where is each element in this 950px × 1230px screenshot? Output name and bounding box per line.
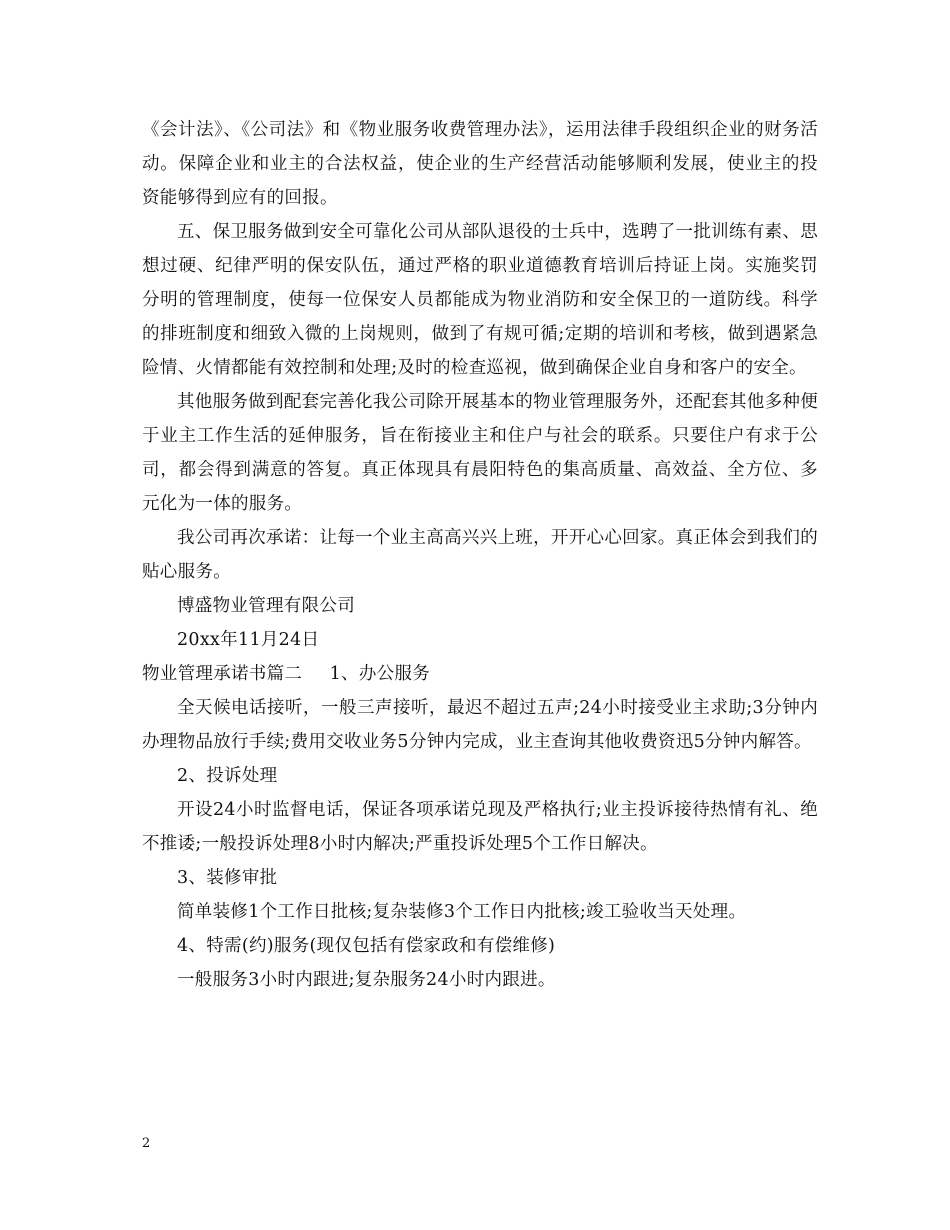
section-heading-office-service: 物业管理承诺书篇二 1、办公服务: [142, 664, 431, 684]
paragraph-security-service: 五、保卫服务做到安全可靠化公司从部队退役的士兵中，选聘了一批训练有素、思想过硬、纪律严明的保安队伍，通过严格的职业道德教育培训后持证上岗。实施奖罚分明的管理制度，使每一位保安人员都能成为物业消防和安全保卫的一道防线。科学的排班制度和细致入微的上岗规则，做到了有规可循;定期的培训和考核，做到遇紧急险情、火情都能有效控制和处理;及时的检查巡视，做到确保企业自身和客户的安全。: [142, 222, 818, 378]
paragraph-office-service: 全天候电话接听，一般三声接听，最迟不超过五声;24小时接受业主求助;3分钟内办理物品放行手续;费用交收业务5分钟内完成，业主查询其他收费资迅5分钟内解答。: [142, 698, 818, 752]
document-body: [142, 113, 818, 997]
section-heading-special-service: 4、特需(约)服务(现仅包括有偿家政和有偿维修): [177, 936, 556, 956]
paragraph-special-service: 一般服务3小时内跟进;复杂服务24小时内跟进。: [177, 970, 556, 990]
paragraph-other-services: 其他服务做到配套完善化我公司除开展基本的物业管理服务外，还配套其他多种便于业主工作生活的延伸服务，旨在衔接业主和住户与社会的联系。只要住户有求于公司，都会得到满意的答复。真正体现具有晨阳特色的集高质量、高效益、全方位、多元化为一体的服务。: [142, 392, 818, 514]
page-number: 2: [142, 1136, 151, 1151]
company-signature: 博盛物业管理有限公司: [177, 596, 355, 616]
section-heading-renovation: 3、装修审批: [177, 868, 278, 888]
paragraph-complaints: 开设24小时监督电话，保证各项承诺兑现及严格执行;业主投诉接待热情有礼、绝不推诿;一般投诉处理8小时内解决;严重投诉处理5个工作日解决。: [142, 800, 818, 854]
section-heading-complaints: 2、投诉处理: [177, 766, 278, 786]
paragraph-renovation: 简单装修1个工作日批核;复杂装修3个工作日内批核;竣工验收当天处理。: [177, 902, 747, 922]
signature-date: 20xx年11月24日: [177, 630, 320, 650]
paragraph-accounting-law: 《会计法》、《公司法》和《物业服务收费管理办法》，运用法律手段组织企业的财务活动。保障企业和业主的合法权益，使企业的生产经营活动能够顺利发展，使业主的投资能够得到应有的回报。: [142, 120, 818, 208]
paragraph-commitment: 我公司再次承诺：让每一个业主高高兴兴上班，开开心心回家。真正体会到我们的贴心服务。: [142, 528, 818, 582]
